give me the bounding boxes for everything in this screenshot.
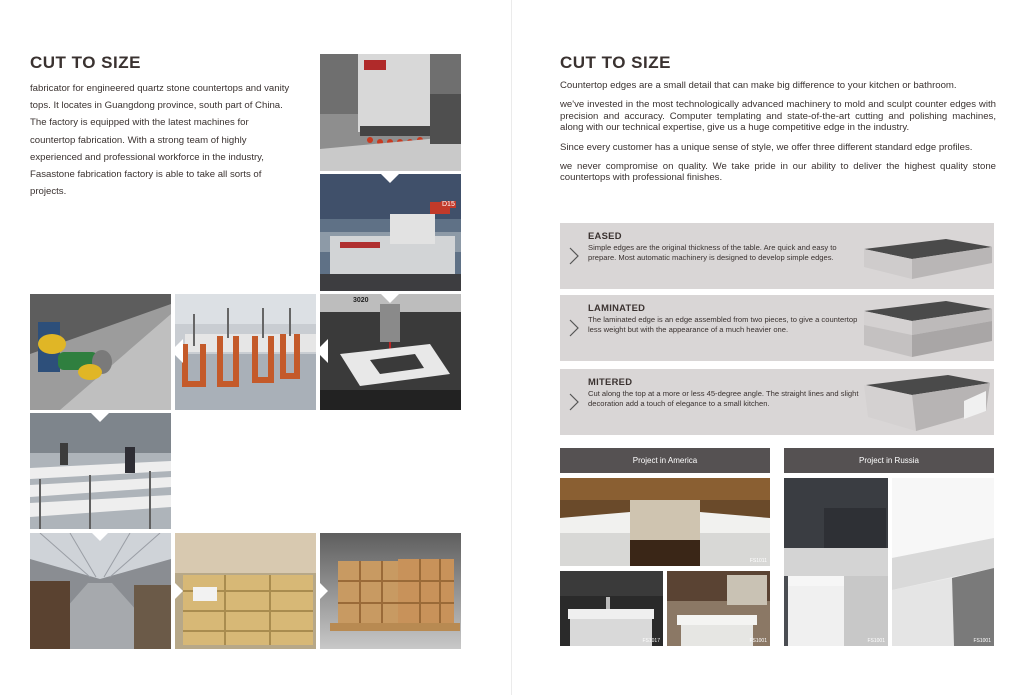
intro-paragraph: Since every customer has a unique sense of style, we offer three different standard edge profiles. bbox=[560, 141, 973, 153]
america-island-photo bbox=[667, 571, 770, 646]
chevron-right-icon bbox=[567, 245, 581, 267]
product-code: FS1011 bbox=[749, 558, 767, 564]
arrow-right-icon bbox=[171, 579, 183, 603]
arrow-down-icon bbox=[378, 291, 402, 303]
intro-paragraph: we've invested in the most technologically advanced machinery to mold and sculpt counter edges with precision and accuracy. Computer templating and state-of-the-art cutting and polishing machines, along with our technical expertise, give us a huge competitive edge in the industry. bbox=[560, 99, 996, 134]
chevron-right-icon bbox=[567, 391, 581, 413]
chevron-right-icon bbox=[567, 317, 581, 339]
clamping-photo bbox=[175, 294, 316, 410]
right-page-title: CUT TO SIZE bbox=[560, 53, 671, 72]
arrow-left-icon bbox=[316, 339, 328, 363]
warehouse-tag-label: D15 bbox=[442, 201, 455, 208]
edges-intro bbox=[560, 80, 996, 192]
machine-sign-label: 3020 bbox=[353, 297, 369, 304]
arrow-down-icon bbox=[378, 171, 402, 183]
laminated-edge-slab-icon bbox=[864, 299, 992, 357]
edge-panel-laminated bbox=[560, 295, 994, 361]
edge-description: Simple edges are the original thickness of the table. Are quick and easy to prepare. Most automatic machinery is designed to develop simple edges. bbox=[588, 243, 837, 263]
grinding-photo bbox=[30, 294, 171, 410]
product-code: FS1001 bbox=[973, 638, 991, 644]
arrow-left-icon bbox=[171, 339, 183, 363]
waterjet-cutting-photo bbox=[320, 294, 461, 410]
edge-description: The laminated edge is an edge assembled from two pieces, to give a countertop less weight but with the appearance of a much heavier one. bbox=[588, 315, 858, 335]
edge-panel-eased bbox=[560, 223, 994, 289]
wooden-crate-photo bbox=[175, 533, 316, 649]
cnc-workshop-photo bbox=[320, 174, 461, 291]
america-kitchen-photo bbox=[560, 478, 770, 566]
product-code: FS1001 bbox=[749, 638, 767, 644]
left-page-title: CUT TO SIZE bbox=[30, 53, 141, 72]
cnc-machine-photo bbox=[320, 54, 461, 171]
america-bathroom-photo bbox=[560, 571, 663, 646]
packed-crates-photo bbox=[320, 533, 461, 649]
product-code: FS1001 bbox=[867, 638, 885, 644]
edge-name: LAMINATED bbox=[588, 302, 646, 313]
edge-name: EASED bbox=[588, 230, 622, 241]
edge-name: MITERED bbox=[588, 376, 633, 387]
edge-panel-mitered bbox=[560, 369, 994, 435]
workshop-workers-photo bbox=[30, 413, 171, 529]
mitered-edge-slab-icon bbox=[864, 373, 992, 431]
russia-kitchen-photo bbox=[784, 478, 888, 646]
arrow-down-icon bbox=[88, 410, 112, 422]
warehouse-photo bbox=[30, 533, 171, 649]
intro-paragraph: Countertop edges are a small detail that can make big difference to your kitchen or bathroom. bbox=[560, 80, 957, 91]
factory-intro-text: fabricator for engineered quartz stone countertops and vanity tops. It locates in Guangdong province, south part of China. The factory is equipped with the latest machines for countertop fabrication. With a strong team of highly experienced and professional workforce in the industry, Fasastone fabrication factory is able to take all sorts of projects. bbox=[30, 83, 290, 198]
eased-edge-slab-icon bbox=[864, 227, 992, 285]
product-code: FS1017 bbox=[642, 638, 660, 644]
edge-description: Cut along the top at a more or less 45-degree angle. The straight lines and slight decoration add a touch of elegance to a small kitchen. bbox=[588, 389, 859, 409]
arrow-right-icon bbox=[316, 579, 328, 603]
intro-paragraph: we never compromise on quality. We take pride in our ability to deliver the highest quality stone countertops with professional finishes. bbox=[560, 161, 996, 184]
project-russia-header: Project in Russia bbox=[784, 448, 994, 473]
project-america-header: Project in America bbox=[560, 448, 770, 473]
arrow-down-icon bbox=[88, 529, 112, 541]
russia-edge-closeup-photo bbox=[892, 478, 994, 646]
right-page bbox=[512, 0, 1024, 695]
